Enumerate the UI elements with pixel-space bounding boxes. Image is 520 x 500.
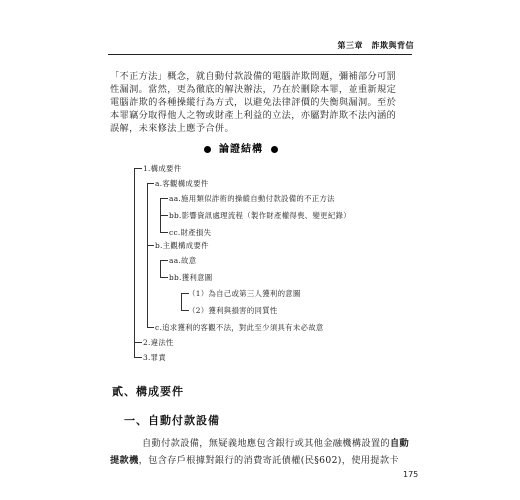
tree-node: 1.構成要件 xyxy=(143,164,182,173)
tree-level3-line-b xyxy=(160,260,161,277)
body-line-2-bold: 提款機 xyxy=(110,455,139,466)
tree-branch-1 xyxy=(134,168,142,169)
tree-node: （1）為自己或第三人獲利的意圖 xyxy=(188,289,301,298)
tree-branch-bb xyxy=(160,215,168,216)
tree-branch-1c xyxy=(147,327,154,328)
subsection-title: 一、自動付款設備 xyxy=(124,414,220,427)
body-line-2-text: ，包含存戶根據對銀行的消費寄託債權(民§602)，使用提款卡 xyxy=(138,455,399,466)
tree-node: bb.影響資訊處理流程（製作財產權得喪、變更紀錄） xyxy=(169,211,351,220)
tree-node: cc.財產損失 xyxy=(169,228,212,237)
tree-node: 3.罪責 xyxy=(143,353,167,362)
bullet-dot-right-icon xyxy=(271,146,278,153)
tree-node: bb.獲利意圖 xyxy=(169,273,213,282)
tree-branch-1b xyxy=(147,245,154,246)
body-line-1-bold: 自動 xyxy=(389,438,410,449)
structure-heading xyxy=(196,140,286,155)
tree-trunk-line xyxy=(134,168,135,358)
body-line-1 xyxy=(142,435,409,449)
header-rule xyxy=(108,54,412,55)
structure-heading-text: 論證結構 xyxy=(219,144,263,155)
intro-line-4: 本罪竊分取得他人之物或財產上利益的立法，亦屬對詐欺不法內涵的 xyxy=(110,110,397,121)
body-line-1-text: 自動付款設備，無疑義地應包含銀行或其他金融機構設置的 xyxy=(142,438,390,449)
tree-node: aa.施用類似詐術的操縱自動付款設備的不正方法 xyxy=(169,194,335,203)
tree-branch-3 xyxy=(134,357,142,358)
intro-line-5: 誤解，未來修法上應予合併。 xyxy=(110,123,234,134)
tree-level2-line xyxy=(147,183,148,327)
tree-level4-line xyxy=(181,293,182,310)
bullet-dot-left-icon xyxy=(204,146,211,153)
tree-node: b.主觀構成要件 xyxy=(155,241,209,250)
intro-line-3: 電腦詐欺的各種操縱行為方式，以避免法律評價的失衡與漏洞。至於 xyxy=(110,97,397,108)
intro-line-2: 性漏洞。當然，更為徹底的解決辦法，乃在於刪除本罪，並重新規定 xyxy=(110,84,397,95)
chapter-header: 第三章 詐欺與背信 xyxy=(337,41,414,50)
tree-node: a.客觀構成要件 xyxy=(155,179,209,188)
tree-branch-2 xyxy=(134,342,142,343)
tree-node: （2）獲利與損害的同質性 xyxy=(188,306,278,315)
tree-branch-1a xyxy=(147,183,154,184)
tree-node: 2.違法性 xyxy=(143,338,174,347)
tree-branch-bbb xyxy=(160,277,168,278)
intro-line-1: 「不正方法」概念，就自動付款設備的電腦詐欺問題，彌補部分可罰 xyxy=(110,71,397,82)
page-number: 175 xyxy=(403,470,419,479)
tree-node: c.追求獲利的客觀不法，對此至少須具有未必故意 xyxy=(155,323,324,332)
tree-node: aa.故意 xyxy=(169,256,197,265)
tree-branch-aa xyxy=(160,198,168,199)
tree-branch-cc xyxy=(160,232,168,233)
tree-branch-baa xyxy=(160,260,168,261)
section-title: 貳、構成要件 xyxy=(112,385,184,398)
body-line-2 xyxy=(110,452,399,466)
